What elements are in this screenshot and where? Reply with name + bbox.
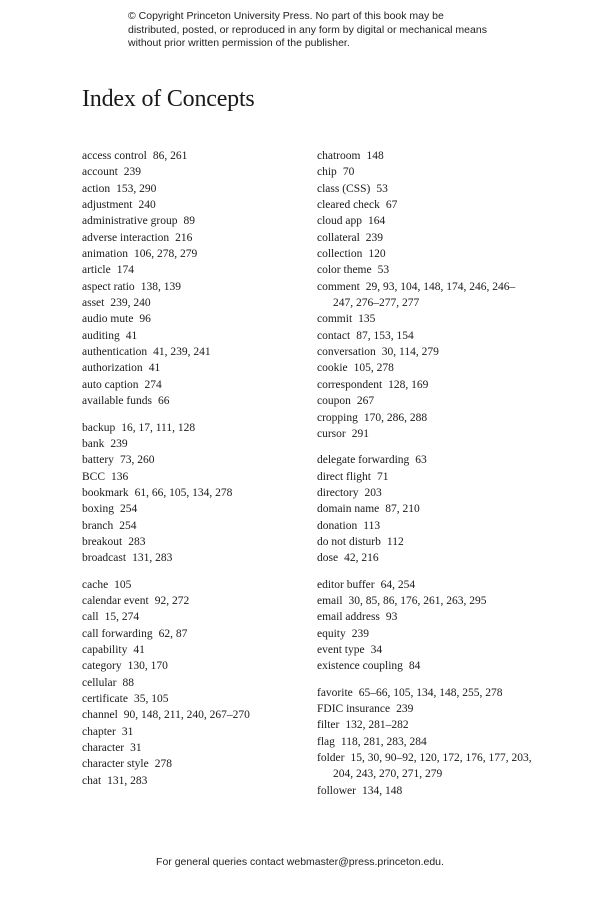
index-term: adjustment — [82, 199, 133, 212]
index-page-numbers: 254 — [119, 519, 137, 532]
index-entry — [317, 360, 532, 376]
index-term: call — [82, 611, 99, 624]
index-entry — [317, 485, 532, 501]
index-term: breakout — [82, 535, 123, 548]
index-page-numbers: 254 — [119, 503, 138, 516]
index-term: certificate — [82, 693, 128, 705]
index-page-numbers: 164 — [368, 215, 386, 228]
index-entry — [82, 740, 292, 756]
index-page-numbers: 15, 30, 90–92, 120, 172, 176, 177, 203, 204, 243, 270, 271, 279 — [333, 752, 532, 781]
index-page-numbers: 240 — [138, 199, 156, 212]
index-page-numbers: 42, 216 — [344, 552, 379, 565]
index-letter-group — [317, 577, 532, 675]
index-entry — [82, 230, 292, 246]
index-page-numbers: 30, 85, 86, 176, 261, 263, 295 — [348, 594, 487, 607]
index-entry — [82, 295, 292, 311]
index-term: class (CSS) — [317, 182, 371, 195]
index-term: domain name — [317, 503, 380, 516]
index-entry — [82, 279, 292, 295]
index-page-numbers: 15, 274 — [104, 611, 140, 624]
index-term: do not disturb — [317, 535, 381, 548]
index-entry — [317, 534, 532, 550]
index-column-left — [82, 148, 292, 789]
index-page-numbers: 66 — [157, 395, 170, 408]
index-term: category — [82, 660, 122, 673]
index-term: character — [82, 742, 125, 755]
index-term: contact — [317, 329, 351, 342]
index-entry — [82, 550, 292, 566]
index-entry — [317, 658, 532, 674]
index-page-numbers: 41 — [148, 362, 161, 375]
index-entry — [317, 197, 532, 213]
index-entry — [82, 658, 292, 674]
index-entry — [317, 328, 532, 344]
index-entry — [317, 213, 532, 229]
index-entry — [82, 675, 292, 691]
index-page-numbers: 87, 153, 154 — [356, 329, 414, 342]
index-page-numbers: 84 — [408, 660, 421, 673]
index-letter-group — [82, 420, 292, 567]
index-entry — [317, 246, 532, 262]
index-page-numbers: 31 — [130, 742, 142, 755]
index-page-numbers: 67 — [385, 199, 398, 212]
index-term: email address — [317, 611, 380, 624]
index-entry — [317, 717, 532, 733]
index-page-numbers: 274 — [144, 378, 162, 391]
index-page-numbers: 105 — [114, 578, 132, 591]
index-term: favorite — [317, 686, 353, 699]
index-term: chip — [317, 166, 337, 179]
index-entry — [82, 311, 292, 327]
index-letter-group — [82, 577, 292, 789]
index-term: email — [317, 594, 343, 607]
index-entry — [82, 609, 292, 625]
index-term: adverse interaction — [82, 231, 170, 244]
index-page-numbers: 87, 210 — [385, 503, 420, 516]
index-entry — [317, 685, 532, 701]
index-page-numbers: 239 — [396, 703, 414, 715]
index-term: capability — [82, 643, 128, 656]
index-entry — [317, 279, 532, 312]
index-page-numbers: 136 — [111, 470, 129, 483]
index-term: delegate forwarding — [317, 454, 410, 467]
index-entry — [317, 410, 532, 426]
index-page-numbers: 112 — [386, 535, 404, 548]
index-term: available funds — [82, 395, 152, 408]
index-page-numbers: 267 — [356, 395, 375, 408]
index-term: broadcast — [82, 552, 127, 565]
index-page-numbers: 170, 286, 288 — [363, 411, 428, 424]
index-entry — [82, 724, 292, 740]
index-page-numbers: 130, 170 — [127, 660, 168, 673]
index-entry — [82, 534, 292, 550]
index-term: collection — [317, 248, 363, 261]
index-term: cellular — [82, 676, 117, 689]
index-column-right — [317, 148, 532, 799]
index-entry — [82, 707, 292, 723]
index-term: chatroom — [317, 150, 361, 162]
index-term: color theme — [317, 264, 372, 277]
index-term: auditing — [82, 329, 120, 342]
index-entry — [317, 377, 532, 393]
index-entry — [317, 734, 532, 750]
index-entry — [82, 452, 292, 468]
index-entry — [82, 393, 292, 409]
index-entry — [82, 626, 292, 642]
index-page-numbers: 105, 278 — [353, 362, 394, 375]
page-title: Index of Concepts — [82, 86, 255, 112]
index-term: account — [82, 166, 118, 179]
index-entry — [317, 230, 532, 246]
index-entry — [317, 783, 532, 799]
index-term: BCC — [82, 470, 106, 483]
index-entry — [82, 197, 292, 213]
index-page-numbers: 135 — [358, 313, 376, 326]
index-term: directory — [317, 486, 359, 499]
index-term: cleared check — [317, 199, 380, 212]
index-page-numbers: 239, 240 — [110, 297, 151, 310]
index-term: authorization — [82, 362, 143, 375]
index-term: commit — [317, 313, 353, 326]
index-term: cursor — [317, 427, 346, 440]
index-page-numbers: 106, 278, 279 — [134, 248, 198, 261]
index-term: call forwarding — [82, 627, 153, 640]
index-page-numbers: 62, 87 — [158, 627, 188, 640]
index-term: asset — [82, 297, 105, 310]
index-entry — [82, 469, 292, 485]
index-entry — [82, 501, 292, 517]
index-entry — [317, 577, 532, 593]
index-entry — [82, 691, 292, 707]
index-term: boxing — [82, 503, 114, 516]
index-term: comment — [317, 280, 360, 293]
index-page-numbers: 30, 114, 279 — [381, 346, 439, 359]
index-term: access control — [82, 150, 147, 162]
index-page-numbers: 174 — [116, 264, 134, 277]
index-page-numbers: 63 — [415, 454, 427, 467]
index-page-numbers: 41 — [133, 643, 145, 656]
index-page-numbers: 41 — [125, 329, 138, 342]
index-entry — [317, 181, 532, 197]
index-term: filter — [317, 719, 340, 732]
index-term: backup — [82, 421, 116, 434]
index-page-numbers: 89 — [183, 215, 195, 228]
index-term: collateral — [317, 231, 360, 244]
index-term: branch — [82, 519, 114, 532]
index-term: calendar event — [82, 594, 149, 607]
index-letter-group — [82, 148, 292, 410]
index-term: direct flight — [317, 470, 371, 483]
index-entry — [317, 750, 532, 783]
index-entry — [82, 344, 292, 360]
index-entry — [317, 593, 532, 609]
index-entry — [82, 485, 292, 501]
index-entry — [317, 626, 532, 642]
index-letter-group — [317, 685, 532, 799]
index-term: battery — [82, 454, 114, 467]
index-letter-group — [317, 148, 532, 442]
index-page-numbers: 278 — [154, 758, 172, 771]
index-page-numbers: 53 — [377, 264, 390, 277]
index-term: audio mute — [82, 313, 134, 326]
index-entry — [82, 181, 292, 197]
index-entry — [317, 148, 532, 164]
index-entry — [82, 328, 292, 344]
index-page-numbers: 31 — [121, 725, 134, 738]
index-page-numbers: 29, 93, 104, 148, 174, 246, 246–247, 276–277, 277 — [333, 280, 516, 310]
index-page-numbers: 73, 260 — [119, 454, 155, 467]
index-term: folder — [317, 752, 345, 765]
index-entry — [317, 642, 532, 658]
index-page-numbers: 239 — [365, 231, 384, 244]
index-term: coupon — [317, 395, 351, 408]
index-term: cropping — [317, 411, 358, 424]
index-page-numbers: 113 — [363, 519, 381, 532]
copyright-notice: © Copyright Princeton University Press. No part of this book may be distributed, posted, or reproduced in any form by digital or mechanical means without prior written permission of the publisher. — [128, 10, 487, 49]
index-term: correspondent — [317, 378, 383, 391]
index-entry — [82, 420, 292, 436]
index-term: chapter — [82, 725, 116, 738]
index-page-numbers: 86, 261 — [152, 150, 188, 162]
index-entry — [317, 469, 532, 485]
index-entry — [82, 164, 292, 180]
index-term: flag — [317, 735, 335, 748]
index-page-numbers: 96 — [139, 313, 151, 326]
index-term: FDIC insurance — [317, 703, 391, 715]
index-page-numbers: 128, 169 — [388, 378, 429, 391]
index-page-numbers: 239 — [123, 166, 142, 179]
index-page-numbers: 118, 281, 283, 284 — [340, 735, 427, 748]
index-page-numbers: 203 — [364, 486, 382, 499]
index-page-numbers: 53 — [376, 182, 388, 195]
index-term: bookmark — [82, 486, 129, 499]
index-term: equity — [317, 627, 346, 640]
index-term: cookie — [317, 362, 348, 375]
index-entry — [82, 773, 292, 789]
index-term: event type — [317, 643, 365, 656]
index-page-numbers: 153, 290 — [116, 182, 157, 195]
index-page-numbers: 34 — [370, 643, 383, 656]
index-page-numbers: 216 — [175, 231, 193, 244]
index-term: action — [82, 182, 111, 195]
index-entry — [317, 164, 532, 180]
index-entry — [317, 609, 532, 625]
index-entry — [82, 756, 292, 772]
index-entry — [82, 262, 292, 278]
index-entry — [317, 344, 532, 360]
index-page-numbers: 131, 283 — [132, 552, 173, 565]
index-entry — [317, 701, 532, 717]
index-entry — [82, 148, 292, 164]
index-page-numbers: 132, 281–282 — [345, 719, 409, 732]
index-term: chat — [82, 774, 102, 787]
index-page-numbers: 61, 66, 105, 134, 278 — [134, 486, 233, 499]
index-entry — [317, 550, 532, 566]
index-term: dose — [317, 552, 339, 565]
index-page-numbers: 41, 239, 241 — [153, 346, 211, 359]
index-entry — [82, 213, 292, 229]
index-page-numbers: 35, 105 — [133, 693, 169, 705]
index-entry — [82, 593, 292, 609]
index-term: article — [82, 264, 111, 277]
index-page-numbers: 88 — [122, 676, 134, 689]
index-term: animation — [82, 248, 128, 261]
index-page-numbers: 291 — [351, 427, 369, 440]
index-page-numbers: 71 — [376, 470, 389, 483]
index-page-numbers: 92, 272 — [154, 594, 190, 607]
index-page-numbers: 120 — [368, 248, 386, 261]
footer-contact: For general queries contact webmaster@press.princeton.edu. — [156, 856, 444, 868]
index-entry — [317, 426, 532, 442]
index-entry — [317, 452, 532, 468]
index-term: conversation — [317, 346, 376, 359]
index-entry — [82, 577, 292, 593]
index-term: channel — [82, 709, 118, 722]
index-page-numbers: 64, 254 — [380, 578, 416, 591]
index-letter-group — [317, 452, 532, 566]
index-term: authentication — [82, 346, 148, 359]
index-term: auto caption — [82, 378, 139, 391]
index-entry — [317, 393, 532, 409]
index-term: aspect ratio — [82, 280, 135, 293]
index-entry — [317, 262, 532, 278]
index-page-numbers: 239 — [351, 627, 369, 640]
index-term: cache — [82, 578, 109, 591]
index-entry — [82, 518, 292, 534]
index-entry — [82, 246, 292, 262]
index-term: donation — [317, 519, 358, 532]
index-term: follower — [317, 784, 356, 797]
index-entry — [82, 377, 292, 393]
index-entry — [317, 518, 532, 534]
index-entry — [82, 642, 292, 658]
index-term: cloud app — [317, 215, 363, 228]
index-term: administrative group — [82, 215, 178, 228]
index-entry — [82, 360, 292, 376]
index-page-numbers: 239 — [110, 437, 128, 450]
index-page-numbers: 138, 139 — [140, 280, 181, 293]
index-term: character style — [82, 758, 149, 771]
index-page-numbers: 93 — [385, 611, 398, 624]
index-entry — [317, 311, 532, 327]
index-page-numbers: 70 — [342, 166, 355, 179]
index-page-numbers: 148 — [366, 150, 384, 162]
index-term: bank — [82, 437, 105, 450]
index-page-numbers: 16, 17, 111, 128 — [121, 421, 196, 434]
index-page-numbers: 65–66, 105, 134, 148, 255, 278 — [358, 686, 503, 699]
index-page-numbers: 131, 283 — [107, 774, 148, 787]
index-term: editor buffer — [317, 578, 375, 591]
index-page-numbers: 283 — [128, 535, 146, 548]
index-page-numbers: 134, 148 — [361, 784, 403, 797]
index-entry — [82, 436, 292, 452]
index-term: existence coupling — [317, 660, 403, 673]
index-page-numbers: 90, 148, 211, 240, 267–270 — [123, 709, 250, 722]
index-entry — [317, 501, 532, 517]
